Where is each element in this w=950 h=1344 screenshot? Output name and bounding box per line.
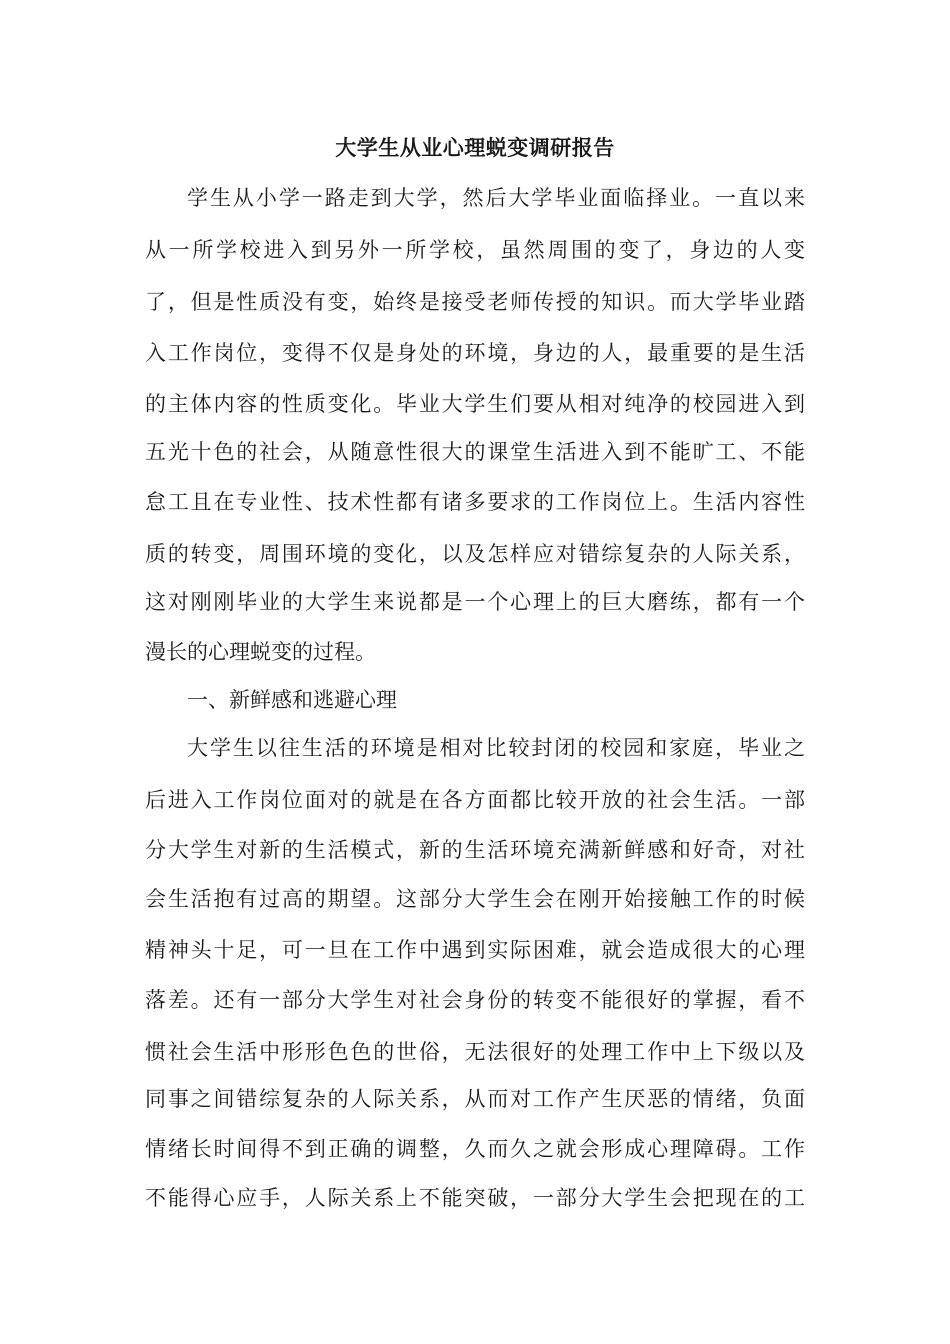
paragraph-line: 了，但是性质没有变，始终是接受老师传授的知识。而大学毕业踏 [145, 290, 805, 314]
document-title: 大学生从业心理蜕变调研报告 [335, 136, 615, 160]
paragraph-line: 这对刚刚毕业的大学生来说都是一个心理上的巨大磨练，都有一个 [145, 590, 805, 614]
section-heading: 一、新鲜感和逃避心理 [187, 688, 397, 712]
paragraph-line: 入工作岗位，变得不仅是身处的环境，身边的人，最重要的是生活 [145, 341, 805, 365]
paragraph-line: 怠工且在专业性、技术性都有诸多要求的工作岗位上。生活内容性 [145, 490, 805, 514]
paragraph-line: 落差。还有一部分大学生对社会身份的转变不能很好的掌握，看不 [145, 988, 805, 1012]
paragraph-line: 的主体内容的性质变化。毕业大学生们要从相对纯净的校园进入到 [145, 392, 805, 416]
paragraph-line: 后进入工作岗位面对的就是在各方面都比较开放的社会生活。一部 [145, 788, 805, 812]
paragraph-line: 同事之间错综复杂的人际关系，从而对工作产生厌恶的情绪，负面 [145, 1087, 805, 1111]
paragraph-line: 不能得心应手，人际关系上不能突破，一部分大学生会把现在的工 [145, 1186, 805, 1210]
paragraph-line: 漫长的心理蜕变的过程。 [145, 640, 376, 664]
paragraph-line: 精神头十足，可一旦在工作中遇到实际困难，就会造成很大的心理 [145, 938, 805, 962]
paragraph-line: 会生活抱有过高的期望。这部分大学生会在刚开始接触工作的时候 [145, 887, 805, 911]
paragraph-line: 学生从小学一路走到大学，然后大学毕业面临择业。一直以来 [187, 186, 805, 210]
paragraph-line: 情绪长时间得不到正确的调整，久而久之就会形成心理障碍。工作 [145, 1137, 805, 1161]
paragraph-line: 大学生以往生活的环境是相对比较封闭的校园和家庭，毕业之 [187, 736, 805, 760]
paragraph-line: 五光十色的社会，从随意性很大的课堂生活进入到不能旷工、不能 [145, 440, 805, 464]
paragraph-line: 质的转变，周围环境的变化，以及怎样应对错综复杂的人际关系， [145, 542, 805, 566]
paragraph-line: 惯社会生活中形形色色的世俗，无法很好的处理工作中上下级以及 [145, 1040, 805, 1064]
paragraph-line: 从一所学校进入到另外一所学校，虽然周围的变了，身边的人变 [145, 238, 805, 262]
paragraph-line: 分大学生对新的生活模式，新的生活环境充满新鲜感和好奇，对社 [145, 838, 805, 862]
